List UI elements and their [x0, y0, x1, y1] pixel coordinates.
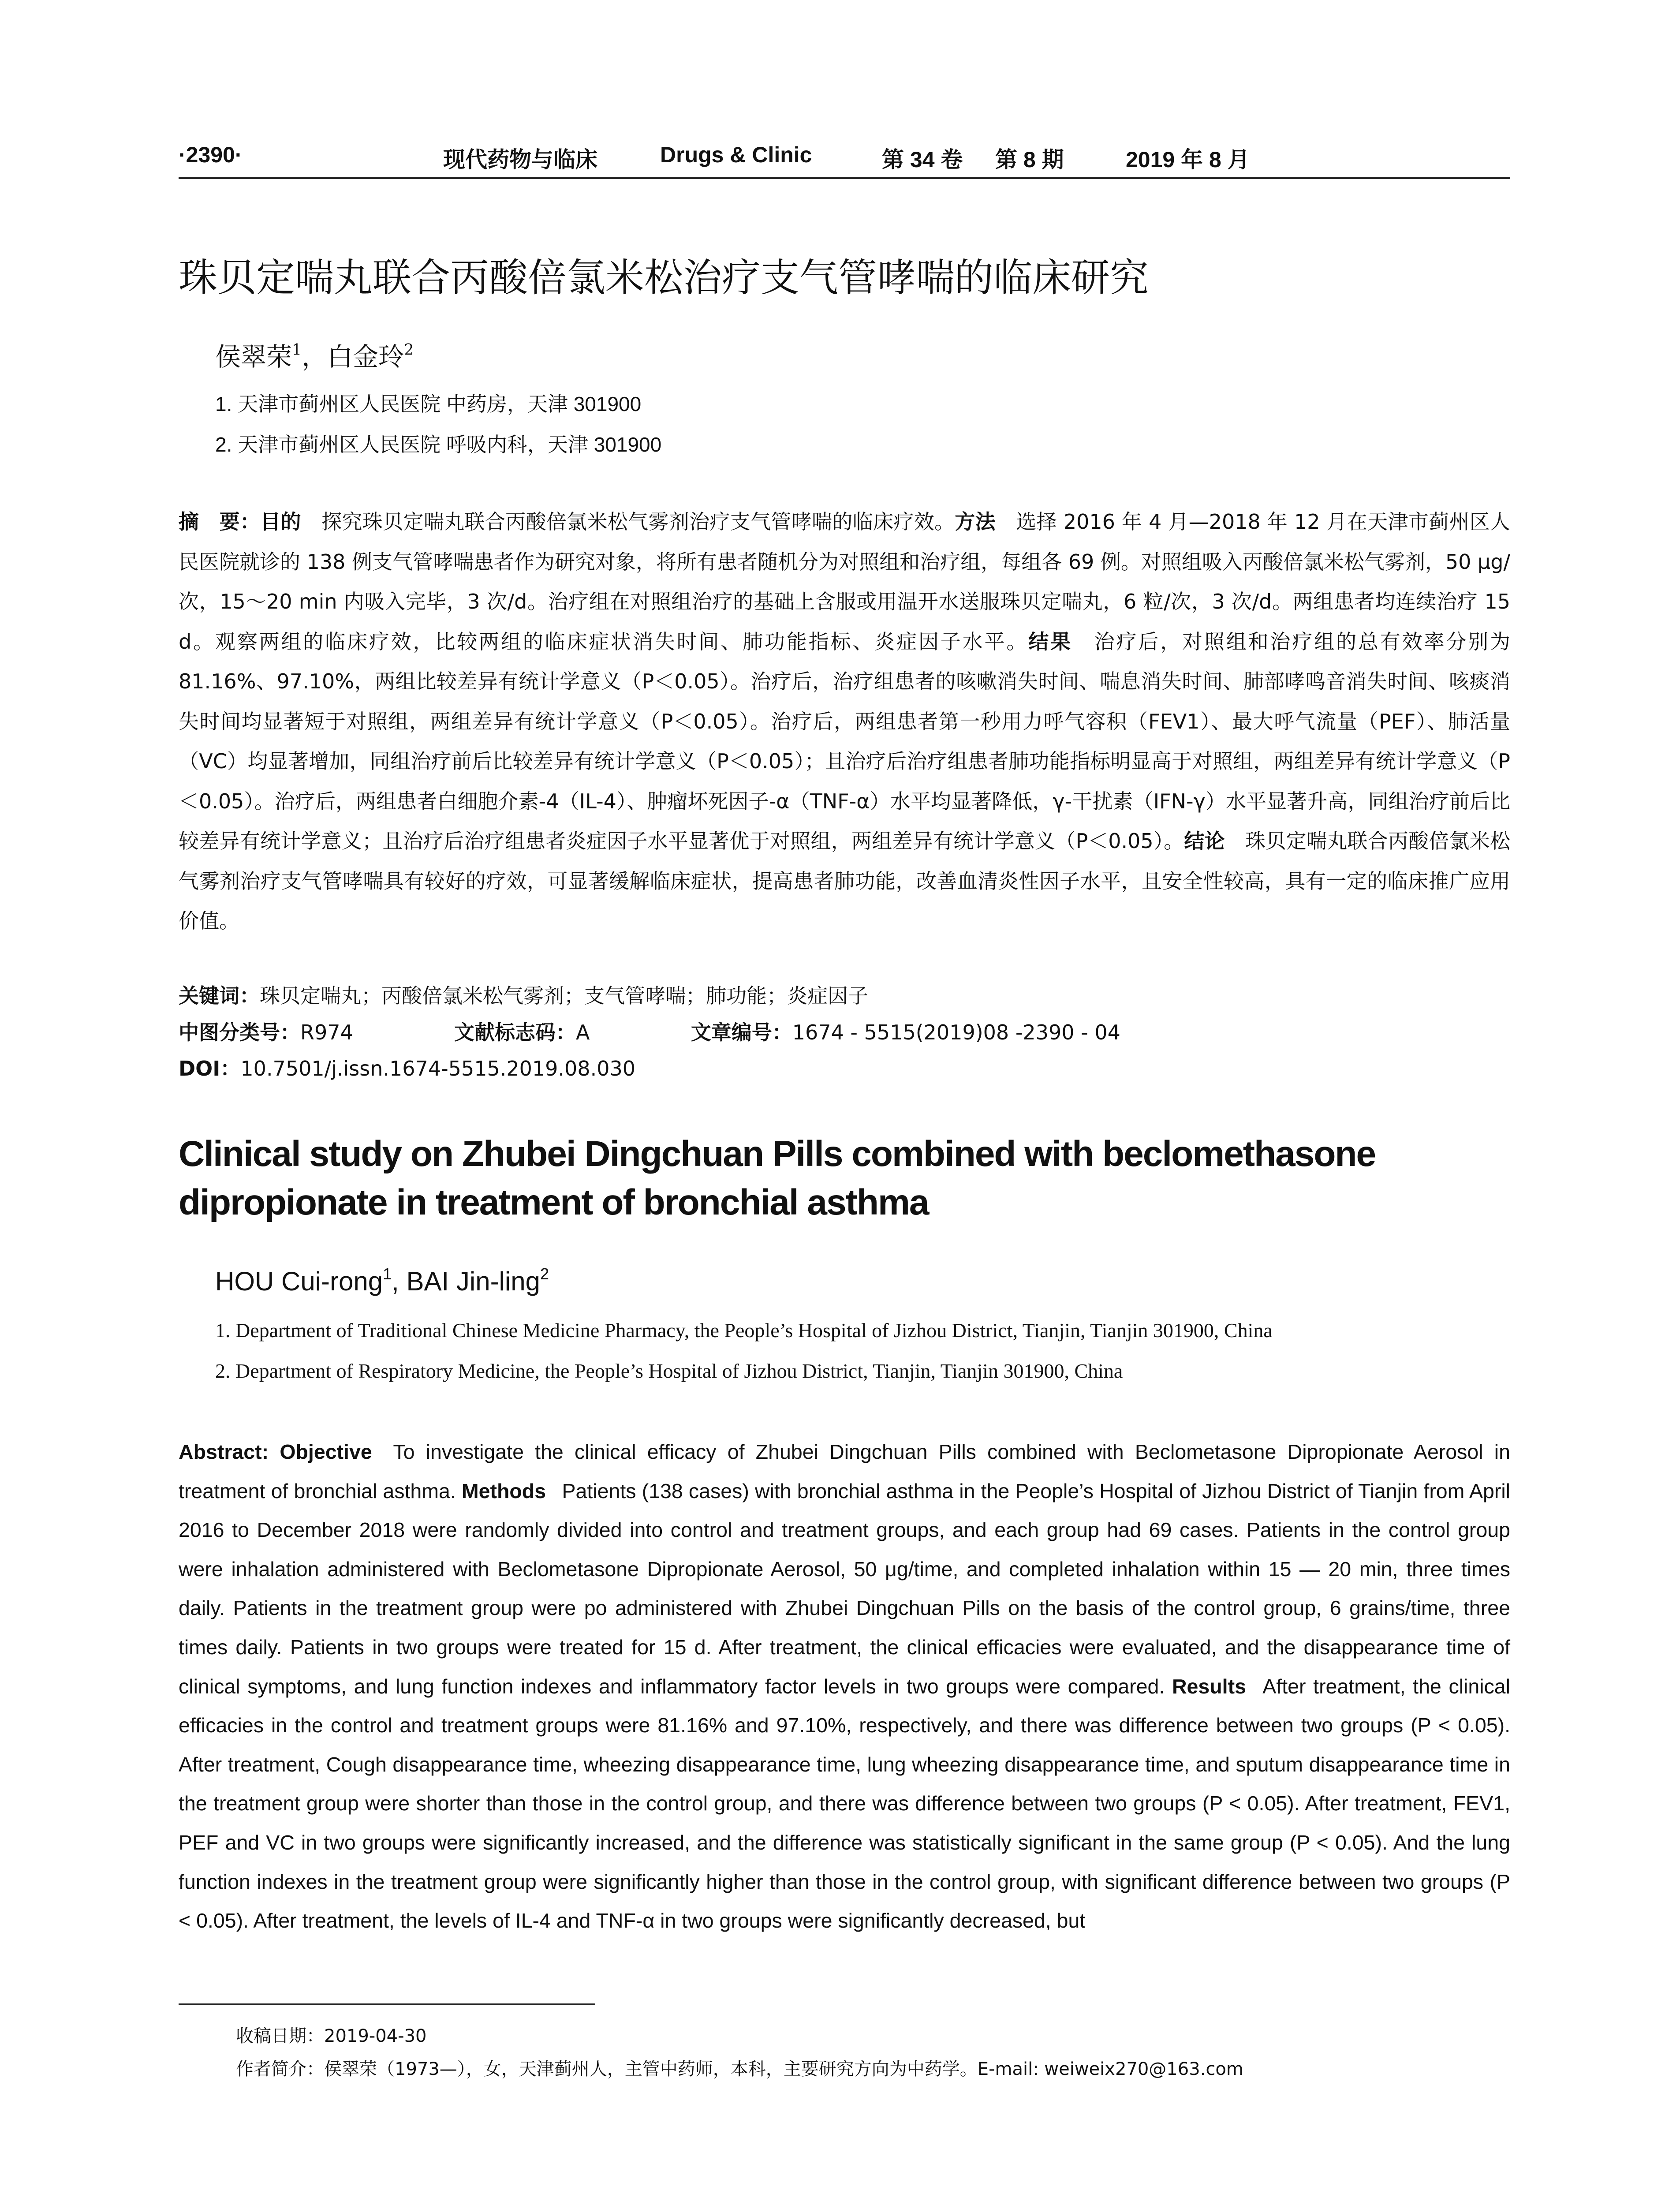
running-header — [179, 142, 1510, 177]
affiliation-en-1: 1. Department of Traditional Chinese Medicine Pharmacy, the People’s Hospital of Jizhou District, Tianjin, Tianjin 301900, China — [215, 1319, 1273, 1342]
bio-label: 作者简介： — [236, 2059, 324, 2079]
bio-text: 侯翠荣（1973—），女，天津蓟州人，主管中药师，本科，主要研究方向为中药学。E-mail: weiweix270@163.com — [324, 2059, 1243, 2079]
author-name: BAI Jin-ling — [406, 1267, 540, 1297]
abstract-en — [179, 1432, 1510, 1940]
affiliation-en-2: 2. Department of Respiratory Medicine, the People’s Hospital of Jizhou District, Tianjin, Tianjin 301900, China — [215, 1360, 1123, 1382]
volume: 第 34 卷 — [882, 147, 963, 172]
affiliation-marker: 1 — [292, 341, 302, 359]
abstract-cn — [179, 502, 1510, 941]
clc-value: R974 — [300, 1020, 353, 1044]
publication-date: 2019 年 8 月 — [1126, 147, 1250, 172]
results-text: After treatment, the clinical efficacies in the control and treatment groups were 81.16% and 97.10%, respectively, and there was difference between two groups (P < 0.05). After treatment, Cough disappearance time, wheezing disappearance time, lung wheezing disappearance time, and sputum disappearance time in the treatment group were shorter than those in the control group, and there was difference between two groups (P < 0.05). After treatment, FEV1, PEF and VC in two groups were significantly increased, and the difference was statistically significant in the same group (P < 0.05). And the lung function indexes in the treatment group were significantly higher than those in the control group, with significant difference between two groups (P < 0.05). After treatment, the levels of IL-4 and TNF-α in two groups were significantly decreased, but — [179, 1674, 1510, 1932]
results-label: 结果 — [1028, 629, 1072, 654]
title-en: Clinical study on Zhubei Dingchuan Pills combined with beclomethasone dipropionate in treatment of bronchial asthma — [179, 1134, 1376, 1222]
doc-code-label: 文献标志码： — [454, 1020, 576, 1044]
objective-text: 探究珠贝定喘丸联合丙酸倍氯米松气雾剂治疗支气管哮喘的临床疗效。 — [321, 510, 955, 534]
journal-name-cn: 现代药物与临床 — [443, 147, 597, 172]
affiliation-marker: 2 — [540, 1265, 549, 1283]
journal-name-en: Drugs & Clinic — [660, 142, 812, 167]
keywords-cn — [179, 980, 868, 1009]
classification-line — [179, 1017, 1120, 1046]
author-name: 白金玲 — [327, 342, 404, 372]
article-id-label: 文章编号： — [691, 1020, 792, 1044]
objective-label: Objective — [280, 1440, 372, 1463]
author-separator: , — [392, 1267, 407, 1297]
methods-text: 选择 2016 年 4 月—2018 年 12 月在天津市蓟州区人民医院就诊的 138 例支气管哮喘患者作为研究对象，将所有患者随机分为对照组和治疗组，每组各 69 例。对照组吸入丙酸倍氯米松气雾剂，50 μg/次，15～20 min 内吸入完毕，3 次/d。治疗组在对照组治疗的基础上含服或用温开水送服珠贝定喘丸，6 粒/次，3 次/d。两组患者均连续治疗 15 d。观察两组的临床疗效，比较两组的临床症状消失时间、肺功能指标、炎症因子水平。 — [179, 510, 1511, 654]
objective-label: 目的 — [260, 510, 301, 534]
footnote-rule — [179, 2003, 595, 2005]
article-id-value: 1674 - 5515(2019)08 -2390 - 04 — [792, 1020, 1120, 1044]
received-value: 2019-04-30 — [324, 2026, 427, 2046]
conclusion-text: 珠贝定喘丸联合丙酸倍氯米松气雾剂治疗支气管哮喘具有较好的疗效，可显著缓解临床症状，提高患者肺功能，改善血清炎性因子水平，且安全性较高，具有一定的临床推广应用价值。 — [179, 829, 1511, 933]
doc-code-value: A — [576, 1020, 590, 1044]
affiliation-cn-2: 2. 天津市蓟州区人民医院 呼吸内科，天津 301900 — [215, 433, 662, 456]
objective-text: To investigate the clinical efficacy of Zhubei Dingchuan Pills combined with Beclometasone Dipropionate Aerosol in treatment of bronchial asthma. — [179, 1440, 1510, 1502]
authors-en — [215, 1265, 549, 1297]
keywords-text: 珠贝定喘丸；丙酸倍氯米松气雾剂；支气管哮喘；肺功能；炎症因子 — [260, 984, 868, 1008]
author-bio — [236, 2055, 1243, 2080]
header-rule — [179, 177, 1510, 179]
issue: 第 8 期 — [995, 147, 1064, 172]
methods-text: Patients (138 cases) with bronchial asthma in the People’s Hospital of Jizhou District of Tianjin from April 2016 to December 2018 were randomly divided into control and treatment groups, and each group had 69 cases. Patients in the control group were inhalation administered with Beclometasone Dipropionate Aerosol, 50 μg/time, and completed inhalation within 15 — 20 min, three times daily. Patients in the treatment group were po administered with Zhubei Dingchuan Pills on the basis of the control group, 6 grains/time, three times daily. Patients in two groups were treated for 15 d. After treatment, the clinical efficacies were evaluated, and the disappearance time of clinical symptoms, and lung function indexes and inflammatory factor levels in two groups were compared. — [179, 1479, 1511, 1698]
keywords-label: 关键词： — [179, 984, 260, 1008]
results-text: 治疗后，对照组和治疗组的总有效率分别为 81.16%、97.10%，两组比较差异有统计学意义（P＜0.05）。治疗后，治疗组患者的咳嗽消失时间、喘息消失时间、肺部哮鸣音消失时间、咳痰消失时间均显著短于对照组，两组差异有统计学意义（P＜0.05）。治疗后，两组患者第一秒用力呼气容积（FEV1）、最大呼气流量（PEF）、肺活量（VC）均显著增加，同组治疗前后比较差异有统计学意义（P＜0.05）；且治疗后治疗组患者肺功能指标明显高于对照组，两组差异有统计学意义（P＜0.05）。治疗后，两组患者白细胞介素-4（IL-4）、肿瘤坏死因子-α（TNF-α）水平均显著降低，γ-干扰素（IFN-γ）水平显著升高，同组治疗前后比较差异有统计学意义；且治疗后治疗组患者炎症因子水平显著优于对照组，两组差异有统计学意义（P＜0.05）。 — [179, 629, 1511, 853]
methods-label: 方法 — [955, 510, 996, 534]
affiliation-marker: 1 — [383, 1265, 392, 1283]
conclusion-label: 结论 — [1184, 829, 1225, 853]
doi-label: DOI： — [179, 1057, 241, 1080]
author-name: 侯翠荣 — [215, 342, 292, 372]
results-label: Results — [1172, 1674, 1246, 1698]
authors-cn — [215, 336, 414, 373]
page-number: ·2390· — [179, 142, 243, 167]
affiliation-marker: 2 — [404, 341, 414, 359]
received-date — [236, 2022, 426, 2047]
received-label: 收稿日期： — [236, 2026, 324, 2046]
clc-label: 中图分类号： — [179, 1020, 300, 1044]
author-name: HOU Cui-rong — [215, 1267, 383, 1297]
affiliation-cn-1: 1. 天津市蓟州区人民医院 中药房，天津 301900 — [215, 392, 642, 415]
methods-label: Methods — [461, 1479, 546, 1502]
abstract-label: 摘 要： — [179, 510, 261, 534]
title-cn: 珠贝定喘丸联合丙酸倍氯米松治疗支气管哮喘的临床研究 — [179, 255, 1149, 300]
doi-value: 10.7501/j.issn.1674-5515.2019.08.030 — [240, 1057, 636, 1080]
author-separator: ， — [302, 342, 328, 372]
abstract-label: Abstract: — [179, 1440, 269, 1463]
doi-line — [179, 1053, 635, 1082]
